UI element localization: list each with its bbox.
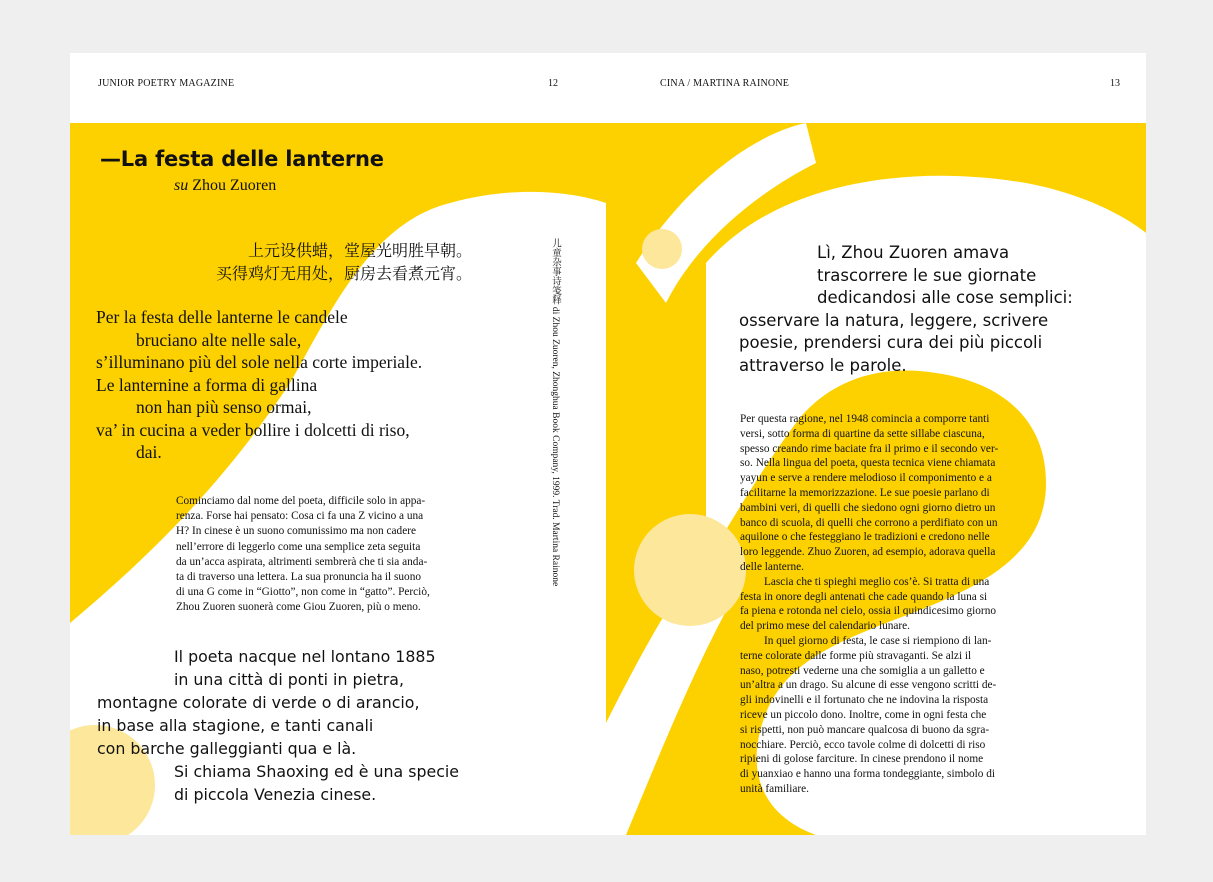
body-line: Per questa ragione, nel 1948 comincia a comporre tanti [740,413,990,425]
left-page [70,53,606,835]
body-line: Lascia che ti spieghi meglio cos’è. Si tratta di una [764,575,990,588]
intro-line: trascorrere le sue giornate [817,265,1037,285]
body-line: so. Nella lingua del poeta, questa tecnica viene chiamata [740,457,996,470]
body-line: di yuanxiao e hanno una forma tondeggiante, simbolo di [740,768,996,781]
poem-line: bruciano alte nelle sale, [136,329,302,350]
body-line: banco di scuola, di quelli che corrono a perdifiato con un [740,516,998,529]
paragraph-line: H? In cinese è un suono comunissimo ma non cadere [176,525,416,538]
paragraph-line: Zhou Zuoren suonerà come Giou Zuoren, più o meno. [176,601,421,614]
poem-line: dai. [136,442,162,462]
poem-line: Le lanternine a forma di gallina [96,374,318,395]
body-line: del primo mese del calendario lunare. [740,620,911,633]
body-line: fa piena e rotonda nel cielo, ossia il quindicesimo giorno [740,605,996,618]
body-line: un’altra a un drago. Su alcune di esse vengono scritti de- [740,679,997,692]
vertical-credit: 儿童杂事诗笺释 di Zhou Zuoren, Zhonghua Book Company, 1999. Trad. Martina Rainone [550,238,560,587]
body-line: loro leggende. Zhuo Zuoren, ad esempio, adorava quella [740,546,996,559]
paragraph-line: nell’errore di leggerlo come una semplice zeta seguita [176,540,421,553]
body-line: versi, sotto forma di quartine da sette sillabe ciascuna, [740,427,985,440]
highlight-line: di piccola Venezia cinese. [174,785,377,804]
page-number-right: 13 [1110,78,1120,89]
body-line: gli indovinelli e il fortunato che ne indovina la risposta [740,694,989,707]
intro-highlight [739,242,1073,377]
highlight-text [97,645,459,806]
article-subtitle [174,177,276,195]
section-header: CINA / MARTINA RAINONE [660,78,790,89]
article-title: —La festa delle lanterne [100,147,384,171]
highlight-line: Il poeta nacque nel lontano 1885 [174,647,436,666]
chinese-line: 上元设供蜡，堂屋光明胜早朝。 [247,241,472,260]
intro-line: Lì, Zhou Zuoren amava [817,243,1010,262]
italian-poem [96,306,422,464]
intro-line: poesie, prendersi cura dei più piccoli [739,333,1043,352]
paragraph-line: ta di traverso una lettera. La sua pronuncia ha il suono [176,571,421,584]
intro-line: osservare la natura, leggere, scrivere [739,310,1049,330]
paragraph-line: da un’acca aspirata, altrimenti sembrerà che ti sia anda- [176,555,428,568]
intro-paragraph [176,494,476,616]
paragraph-line: renza. Forse hai pensato: Cosa ci fa una Z vicino a una [176,510,424,523]
right-page [606,53,1146,835]
body-line: unità familiare. [740,782,810,795]
body-line: riceve un piccolo dono. Inoltre, come in ogni festa che [740,708,987,721]
pale-circle-middle [634,514,746,626]
body-line: nocchiare. Perciò, ecco tavole colme di dolcetti di riso [740,738,986,751]
body-line: yayun e serve a rendere melodioso il componimento e a [740,472,992,485]
chinese-line: 买得鸡灯无用处，厨房去看煮元宵。 [215,264,472,283]
body-line: festa in onore degli antenati che cade quando la luna si [740,590,988,603]
body-line: delle lanterne. [740,560,804,573]
body-text [740,412,1042,797]
poem-line: Per la festa delle lanterne le candele [96,307,348,327]
body-line: facilitarne la memorizzazione. Le sue poesie parlano di [740,486,990,499]
intro-line: attraverso le parole. [739,355,907,375]
body-line: aquilone o che festeggiano le tradizioni e credono nelle [740,531,990,544]
body-line: spesso creando rime baciate fra il primo e il secondo ver- [740,442,999,455]
poem-line: non han più senso ormai, [136,397,312,417]
highlight-line: montagne colorate di verde o di arancio, [97,693,420,712]
chinese-poem [200,239,472,285]
body-line: naso, potresti vederne una che somiglia a un galletto e [740,664,985,677]
page-number-left: 12 [548,78,558,89]
paragraph-line: di una G come in “Giotto”, non come in “gatto”. Perciò, [176,586,430,599]
highlight-line: Si chiama Shaoxing ed è una specie [174,762,459,781]
body-line: terne colorate dalle forme più stravaganti. Se alzi il [740,649,972,662]
body-line: ripieni di golose farciture. In cinese prendono il nome [740,753,984,766]
highlight-line: con barche galleggianti qua e là. [97,739,357,758]
subtitle-prefix: su [174,177,189,194]
subtitle-author: Zhou Zuoren [192,177,277,194]
body-line: In quel giorno di festa, le case si riempiono di lan- [764,634,992,647]
body-line: bambini veri, di quelli che siedono ogni giorno dietro un [740,501,996,514]
highlight-line: in base alla stagione, e tanti canali [97,716,374,735]
poem-line: va’ in cucina a veder bollire i dolcetti di riso, [96,419,410,440]
highlight-line: in una città di ponti in pietra, [174,670,405,689]
poem-line: s’illuminano più del sole nella corte imperiale. [96,352,423,372]
pale-circle-top [642,229,682,269]
magazine-header: JUNIOR POETRY MAGAZINE [98,78,235,89]
paragraph-line: Cominciamo dal nome del poeta, difficile solo in appa- [176,495,426,507]
body-line: si rispetti, non può mancare qualcosa di buono da sgra- [740,723,990,736]
intro-line: dedicandosi alle cose semplici: [817,288,1073,307]
